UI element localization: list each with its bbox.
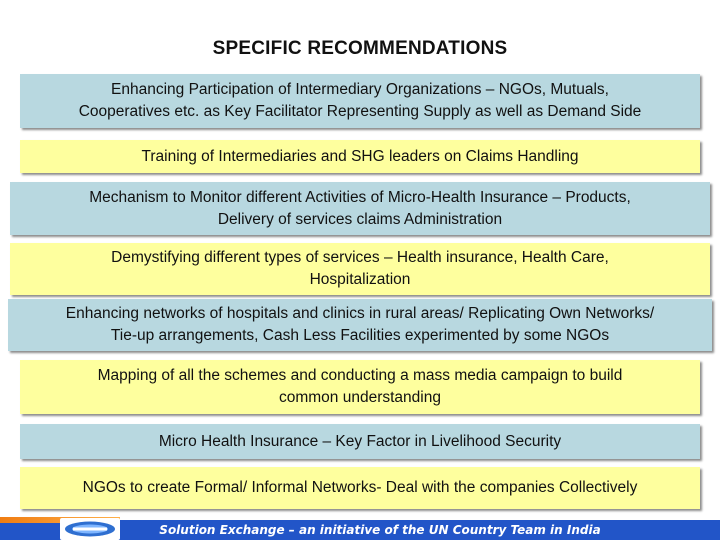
recommendation-box-6 <box>20 360 700 414</box>
footer-caption: Solution Exchange – an initiative of the UN Country Team in India <box>159 523 601 537</box>
recommendation-line: Enhancing networks of hospitals and clinics in rural areas/ Replicating Own Networks/ <box>65 305 655 322</box>
slide-title: SPECIFIC RECOMMENDATIONS <box>212 38 508 59</box>
recommendation-line: Hospitalization <box>309 271 411 288</box>
recommendation-text <box>111 247 609 291</box>
recommendation-line: Mechanism to Monitor different Activities of Micro-Health Insurance – Products, <box>89 188 631 206</box>
recommendation-line: Enhancing Participation of Intermediary Organizations – NGOs, Mutuals, <box>111 81 609 98</box>
recommendation-box-8 <box>20 467 700 509</box>
recommendation-box-1 <box>20 74 700 128</box>
recommendation-text <box>66 303 654 347</box>
recommendation-box-3 <box>10 182 710 235</box>
recommendation-text <box>89 187 631 231</box>
recommendation-text: Training of Intermediaries and SHG leaders on Claims Handling <box>141 147 579 165</box>
recommendation-text <box>79 79 642 123</box>
recommendation-box-7 <box>20 424 700 459</box>
recommendation-line: Cooperatives etc. as Key Facilitator Representing Supply as well as Demand Side <box>78 103 642 120</box>
recommendation-line: common understanding <box>278 389 441 406</box>
recommendation-box-2 <box>20 140 700 173</box>
recommendation-line: Tie-up arrangements, Cash Less Facilities experimented by some NGOs <box>110 327 610 344</box>
recommendation-line: Mapping of all the schemes and conducting a mass media campaign to build <box>97 367 623 384</box>
recommendation-text: NGOs to create Formal/ Informal Networks- Deal with the companies Collectively <box>82 479 638 496</box>
recommendation-box-5 <box>8 299 712 351</box>
recommendation-text: Micro Health Insurance – Key Factor in Livelihood Security <box>158 432 562 450</box>
solution-exchange-logo-icon <box>60 518 120 540</box>
recommendation-text <box>98 365 623 409</box>
recommendation-box-4 <box>10 243 710 295</box>
recommendation-line: Demystifying different types of services – Health insurance, Health Care, <box>111 249 609 266</box>
recommendation-line: Delivery of services claims Administration <box>217 210 503 228</box>
